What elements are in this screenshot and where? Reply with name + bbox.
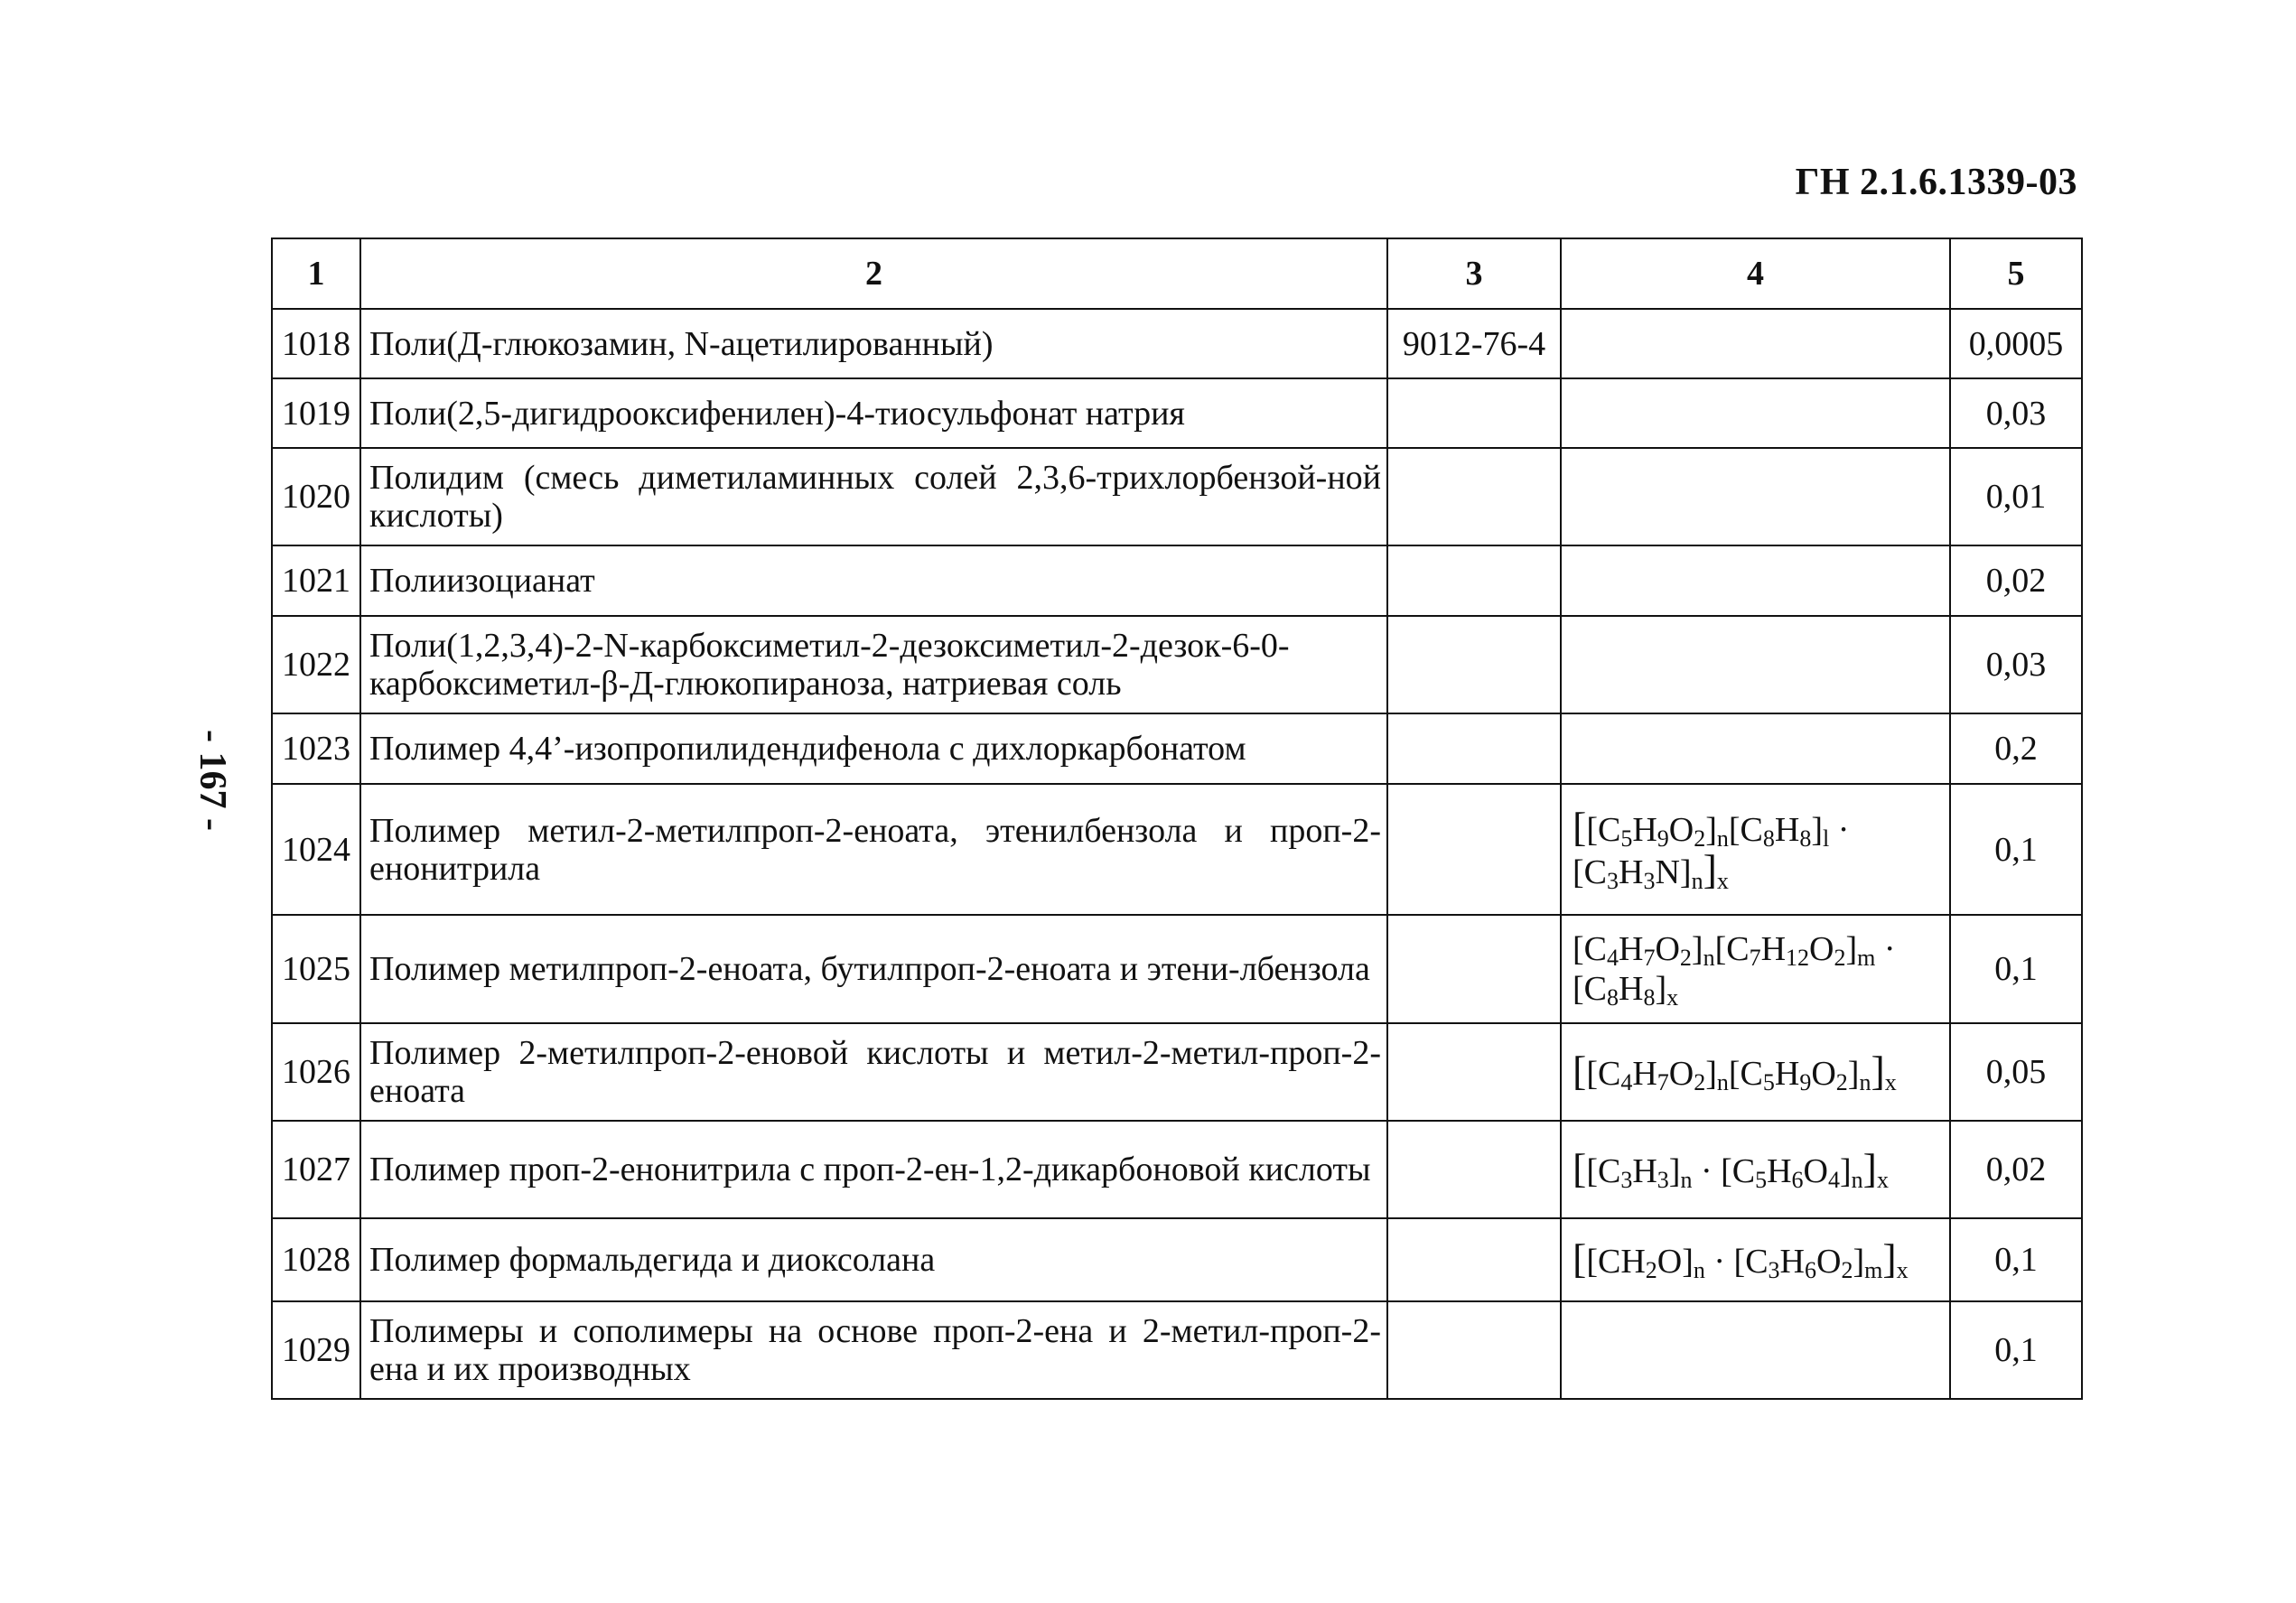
table-row: [272, 378, 2082, 448]
substance-name: Полимеры и сополимеры на основе проп-2-ена и 2-метил-проп-2-ена и их производных: [360, 1301, 1387, 1399]
table-row: [272, 713, 2082, 784]
table-row: [272, 545, 2082, 616]
row-number: 1018: [272, 309, 360, 378]
cas-number: [1387, 1218, 1561, 1301]
row-number: 1024: [272, 784, 360, 915]
formula: $[C_4H_7O_2]_n[C_7H_{12}O_2]_m$ · $[C_8H_8]_x$: [1561, 915, 1950, 1023]
limit-value: 0,05: [1950, 1023, 2082, 1121]
column-header: 4: [1561, 238, 1950, 309]
formula: [$[C_5H_9O_2]_n[C_8H_8]_l$ · $[C_3H_3N]_n]_x$: [1561, 784, 1950, 915]
table-row: [272, 1218, 2082, 1301]
cas-number: [1387, 915, 1561, 1023]
table-row: [272, 784, 2082, 915]
limit-value: 0,0005: [1950, 309, 2082, 378]
limit-value: 0,1: [1950, 784, 2082, 915]
substance-name: Полимер 2-метилпроп-2-еновой кислоты и метил-2-метил-проп-2-еноата: [360, 1023, 1387, 1121]
limit-value: 0,03: [1950, 378, 2082, 448]
cas-number: 9012-76-4: [1387, 309, 1561, 378]
cas-number: [1387, 1121, 1561, 1218]
substance-name: Полимер формальдегида и диоксолана: [360, 1218, 1387, 1301]
substance-name: Полимер метил-2-метилпроп-2-еноата, этенилбензола и проп-2-енонитрила: [360, 784, 1387, 915]
column-header: 2: [360, 238, 1387, 309]
formula: [1561, 309, 1950, 378]
substance-name: Полиизоцианат: [360, 545, 1387, 616]
table-header-row: [272, 238, 2082, 309]
column-header: 3: [1387, 238, 1561, 309]
document-code: ГН 2.1.6.1339-03: [1795, 162, 2077, 203]
row-number: 1025: [272, 915, 360, 1023]
row-number: 1020: [272, 448, 360, 545]
row-number: 1021: [272, 545, 360, 616]
row-number: 1028: [272, 1218, 360, 1301]
table-row: [272, 448, 2082, 545]
row-number: 1026: [272, 1023, 360, 1121]
substance-name: Поли(Д-глюкозамин, N-ацетилированный): [360, 309, 1387, 378]
limit-value: 0,1: [1950, 1301, 2082, 1399]
cas-number: [1387, 784, 1561, 915]
cas-number: [1387, 448, 1561, 545]
row-number: 1029: [272, 1301, 360, 1399]
limit-value: 0,2: [1950, 713, 2082, 784]
cas-number: [1387, 378, 1561, 448]
limit-value: 0,03: [1950, 616, 2082, 713]
row-number: 1019: [272, 378, 360, 448]
page-number: - 167 -: [191, 730, 233, 831]
substance-name: Полимер проп-2-енонитрила с проп-2-ен-1,2-дикарбоновой кислоты: [360, 1121, 1387, 1218]
column-header: 1: [272, 238, 360, 309]
formula: [1561, 713, 1950, 784]
formula: [1561, 1301, 1950, 1399]
cas-number: [1387, 545, 1561, 616]
table-row: [272, 1023, 2082, 1121]
table-row: [272, 1121, 2082, 1218]
limit-value: 0,02: [1950, 1121, 2082, 1218]
formula: [1561, 616, 1950, 713]
table-row: [272, 309, 2082, 378]
column-header: 5: [1950, 238, 2082, 309]
row-number: 1022: [272, 616, 360, 713]
cas-number: [1387, 1023, 1561, 1121]
substance-name: Полимер метилпроп-2-еноата, бутилпроп-2-еноата и этени-лбензола: [360, 915, 1387, 1023]
row-number: 1023: [272, 713, 360, 784]
table-row: [272, 616, 2082, 713]
table-row: [272, 1301, 2082, 1399]
limit-value: 0,1: [1950, 915, 2082, 1023]
substance-name: Полидим (смесь диметиламинных солей 2,3,6-трихлорбензой-ной кислоты): [360, 448, 1387, 545]
formula: $[[CH_2O]_n \cdot [C_3H_6O_2]_m]_x$: [1561, 1218, 1950, 1301]
formula: [1561, 545, 1950, 616]
limit-value: 0,02: [1950, 545, 2082, 616]
cas-number: [1387, 713, 1561, 784]
formula: [1561, 378, 1950, 448]
substance-name: Поли(2,5-дигидрооксифенилен)-4-тиосульфонат натрия: [360, 378, 1387, 448]
table-row: [272, 915, 2082, 1023]
cas-number: [1387, 616, 1561, 713]
cas-number: [1387, 1301, 1561, 1399]
limit-value: 0,1: [1950, 1218, 2082, 1301]
substances-table: [271, 238, 2083, 1400]
limit-value: 0,01: [1950, 448, 2082, 545]
formula: $[[C_4H_7O_2]_n[C_5H_9O_2]_n]_x$: [1561, 1023, 1950, 1121]
substance-name: Поли(1,2,3,4)-2-N-карбоксиметил-2-дезоксиметил-2-дезок-6-0-карбоксиметил-β-Д-глюкопираноза, натриевая соль: [360, 616, 1387, 713]
row-number: 1027: [272, 1121, 360, 1218]
formula: [1561, 448, 1950, 545]
substance-name: Полимер 4,4’-изопропилидендифенола с дихлоркарбонатом: [360, 713, 1387, 784]
formula: $[[C_3H_3]_n \cdot [C_5H_6O_4]_n]_x$: [1561, 1121, 1950, 1218]
